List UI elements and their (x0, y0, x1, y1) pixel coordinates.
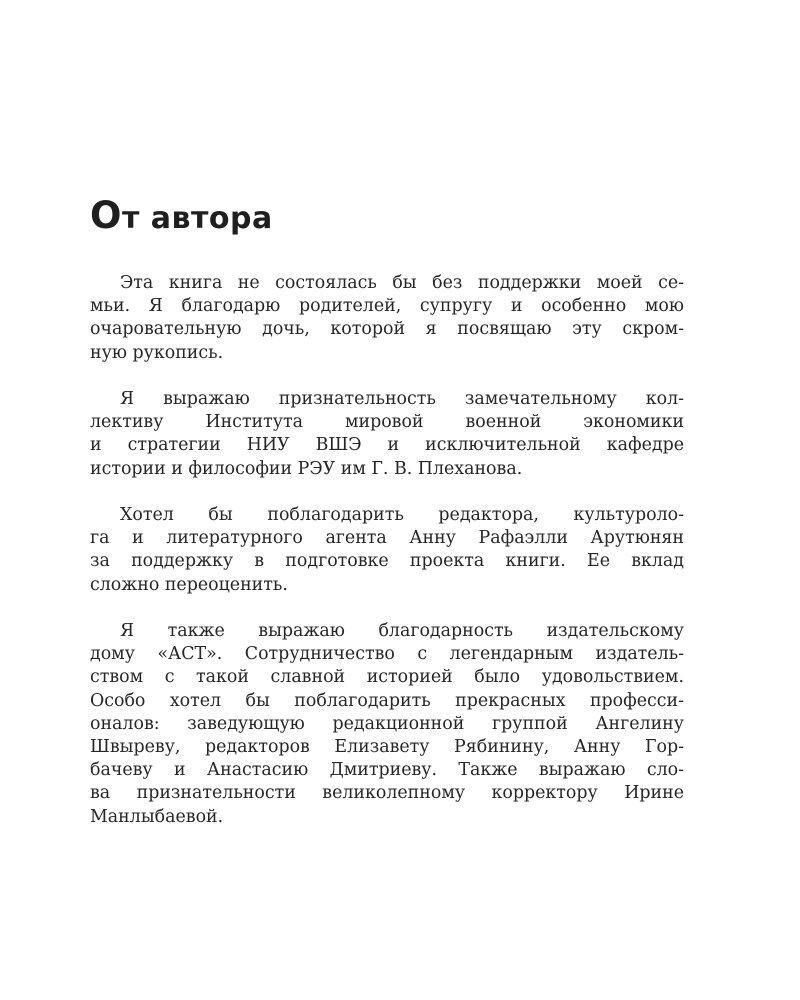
text-line: лективу Института мировой военной экономики (90, 412, 684, 433)
text-line: бачеву и Анастасию Дмитриеву. Также выражаю сло- (90, 760, 684, 781)
text-line: дому «АСТ». Сотрудничество с легендарным издатель- (90, 644, 684, 665)
page-body (90, 272, 684, 829)
text-line: ством с такой славной историей было удовольствием. (90, 667, 684, 688)
text-line: оналов: заведующую редакционной группой Ангелину (90, 713, 684, 734)
text-line: мьи. Я благодарю родителей, супругу и особенно мою (90, 296, 684, 317)
chapter-title-rest: т автора (121, 201, 273, 236)
text-line: Хотел бы поблагодарить редактора, культуроло- (120, 505, 684, 525)
chapter-title (90, 194, 273, 237)
text-line: ную рукопись. (90, 342, 224, 363)
paragraph-editor (90, 504, 684, 597)
text-line: Манлыбаевой. (90, 806, 224, 827)
paragraph-family (90, 272, 684, 365)
text-line: Я выражаю признательность замечательному кол- (120, 389, 684, 409)
text-line: ва признательности великолепному корректору Ирине (90, 783, 684, 804)
text-line: сложно переоценить. (90, 574, 288, 595)
text-line: за поддержку в подготовке проекта книги. Ее вклад (90, 551, 684, 572)
text-line: Я также выражаю благодарность издательскому (120, 621, 684, 641)
text-line: и стратегии НИУ ВШЭ и исключительной кафедре (90, 435, 684, 456)
paragraph-institute (90, 388, 684, 481)
text-line: га и литературного агента Анну Рафаэлли Арутюнян (90, 528, 684, 549)
text-line: Эта книга не состоялась бы без поддержки моей се- (120, 273, 684, 293)
text-line: Особо хотел бы поблагодарить прекрасных професси- (90, 690, 684, 711)
text-line: истории и философии РЭУ им Г. В. Плеханова. (90, 458, 523, 479)
text-line: Швыреву, редакторов Елизавету Рябинину, Анну Гор- (90, 737, 684, 758)
paragraph-publisher (90, 620, 684, 829)
text-line: очаровательную дочь, которой я посвящаю эту скром- (90, 319, 684, 340)
chapter-title-initial: О (90, 194, 122, 237)
